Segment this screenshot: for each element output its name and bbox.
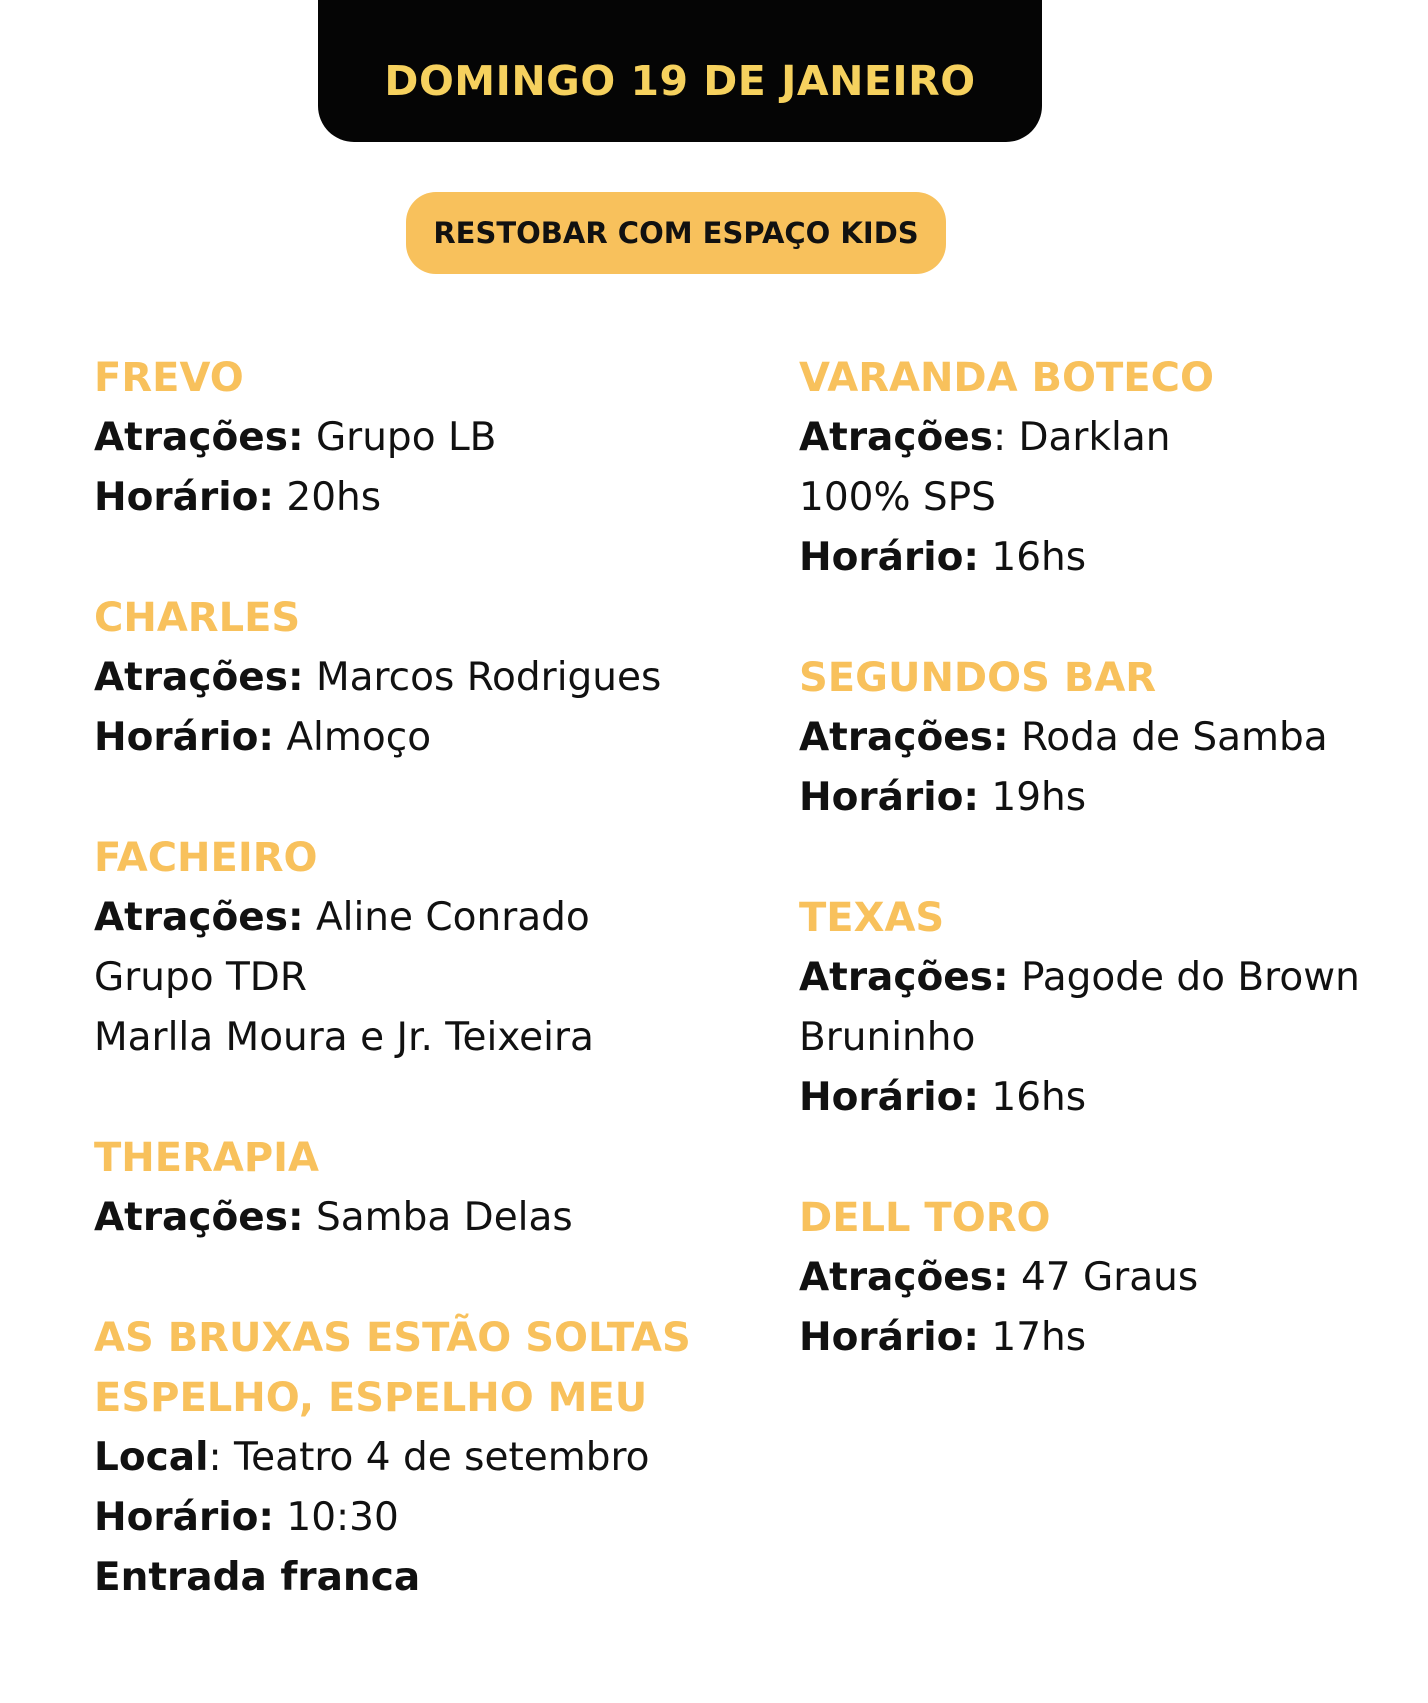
schedule-label: Horário: xyxy=(94,1495,274,1540)
schedule-value: 19hs xyxy=(978,775,1087,820)
location-line xyxy=(94,1428,734,1488)
schedule-line xyxy=(799,1308,1419,1368)
attractions-value: 47 Graus xyxy=(1008,1255,1199,1300)
attractions-line xyxy=(94,648,734,708)
venue-title: TEXAS xyxy=(799,895,945,941)
venue-dell-toro xyxy=(799,1188,1419,1368)
schedule-value: Almoço xyxy=(273,715,432,760)
attractions-value: Roda de Samba xyxy=(1008,715,1328,760)
attractions-label: Atrações: xyxy=(94,1195,304,1240)
free-entry-note: Entrada franca xyxy=(94,1555,421,1600)
date-banner xyxy=(318,0,1042,142)
schedule-value: 16hs xyxy=(978,1075,1087,1120)
schedule-value: 10:30 xyxy=(273,1495,399,1540)
venue-title: FREVO xyxy=(94,355,244,401)
event-bruxas xyxy=(94,1308,734,1608)
attractions-extra: Grupo TDR xyxy=(94,955,307,1000)
schedule-label: Horário: xyxy=(799,1315,979,1360)
schedule-line xyxy=(799,1068,1419,1128)
schedule-label: Horário: xyxy=(799,775,979,820)
venue-title: DELL TORO xyxy=(799,1195,1051,1241)
schedule-line xyxy=(799,528,1419,588)
attractions-value: Marcos Rodrigues xyxy=(303,655,662,700)
attractions-value: Grupo LB xyxy=(303,415,497,460)
attractions-label: Atrações: xyxy=(94,415,304,460)
location-label: Local xyxy=(94,1435,209,1480)
attractions-label: Atrações: xyxy=(799,955,1009,1000)
schedule-line xyxy=(799,768,1419,828)
attractions-extra: 100% SPS xyxy=(799,475,996,520)
attractions-line xyxy=(799,1248,1419,1308)
venue-varanda-boteco xyxy=(799,348,1419,588)
attractions-value: Darklan xyxy=(1006,415,1171,460)
restobar-kids-badge xyxy=(406,192,946,274)
attractions-extra: Marlla Moura e Jr. Teixeira xyxy=(94,1015,594,1060)
venue-facheiro xyxy=(94,828,734,1068)
location-value: Teatro 4 de setembro xyxy=(221,1435,650,1480)
schedule-label: Horário: xyxy=(94,715,274,760)
venue-title: SEGUNDOS BAR xyxy=(799,655,1157,701)
venue-segundos-bar xyxy=(799,648,1419,828)
left-column xyxy=(94,348,734,1668)
schedule-value: 17hs xyxy=(978,1315,1087,1360)
attractions-label: Atrações: xyxy=(94,655,304,700)
schedule-line xyxy=(94,468,734,528)
right-column xyxy=(799,348,1419,1428)
schedule-value: 16hs xyxy=(978,535,1087,580)
venue-charles xyxy=(94,588,734,768)
venue-title: FACHEIRO xyxy=(94,835,318,881)
attractions-value: Samba Delas xyxy=(303,1195,573,1240)
venue-title: THERAPIA xyxy=(94,1135,319,1181)
location-colon: : xyxy=(208,1435,222,1480)
attractions-line xyxy=(799,708,1419,768)
venue-title: CHARLES xyxy=(94,595,301,641)
venue-texas xyxy=(799,888,1419,1128)
attractions-colon: : xyxy=(992,415,1007,460)
attractions-line xyxy=(799,948,1419,1008)
attractions-line xyxy=(94,888,734,948)
schedule-label: Horário: xyxy=(799,535,979,580)
attractions-line xyxy=(799,408,1419,468)
schedule-label: Horário: xyxy=(799,1075,979,1120)
event-title: AS BRUXAS ESTÃO SOLTAS xyxy=(94,1315,691,1361)
schedule-value: 20hs xyxy=(273,475,382,520)
attractions-value: Pagode do Brown xyxy=(1008,955,1360,1000)
restobar-kids-label: RESTOBAR COM ESPAÇO KIDS xyxy=(433,216,919,250)
attractions-label: Atrações: xyxy=(799,715,1009,760)
date-title: DOMINGO 19 DE JANEIRO xyxy=(384,57,976,105)
venue-therapia xyxy=(94,1128,734,1248)
attractions-value: Aline Conrado xyxy=(303,895,590,940)
event-subtitle: ESPELHO, ESPELHO MEU xyxy=(94,1375,648,1421)
venue-frevo xyxy=(94,348,734,528)
attractions-label: Atrações: xyxy=(799,1255,1009,1300)
schedule-label: Horário: xyxy=(94,475,274,520)
venue-title: VARANDA BOTECO xyxy=(799,355,1214,401)
attractions-line xyxy=(94,1188,734,1248)
schedule-line xyxy=(94,1488,734,1548)
attractions-label: Atrações: xyxy=(94,895,304,940)
attractions-line xyxy=(94,408,734,468)
attractions-extra: Bruninho xyxy=(799,1015,976,1060)
attractions-label: Atrações xyxy=(799,415,993,460)
schedule-line xyxy=(94,708,734,768)
